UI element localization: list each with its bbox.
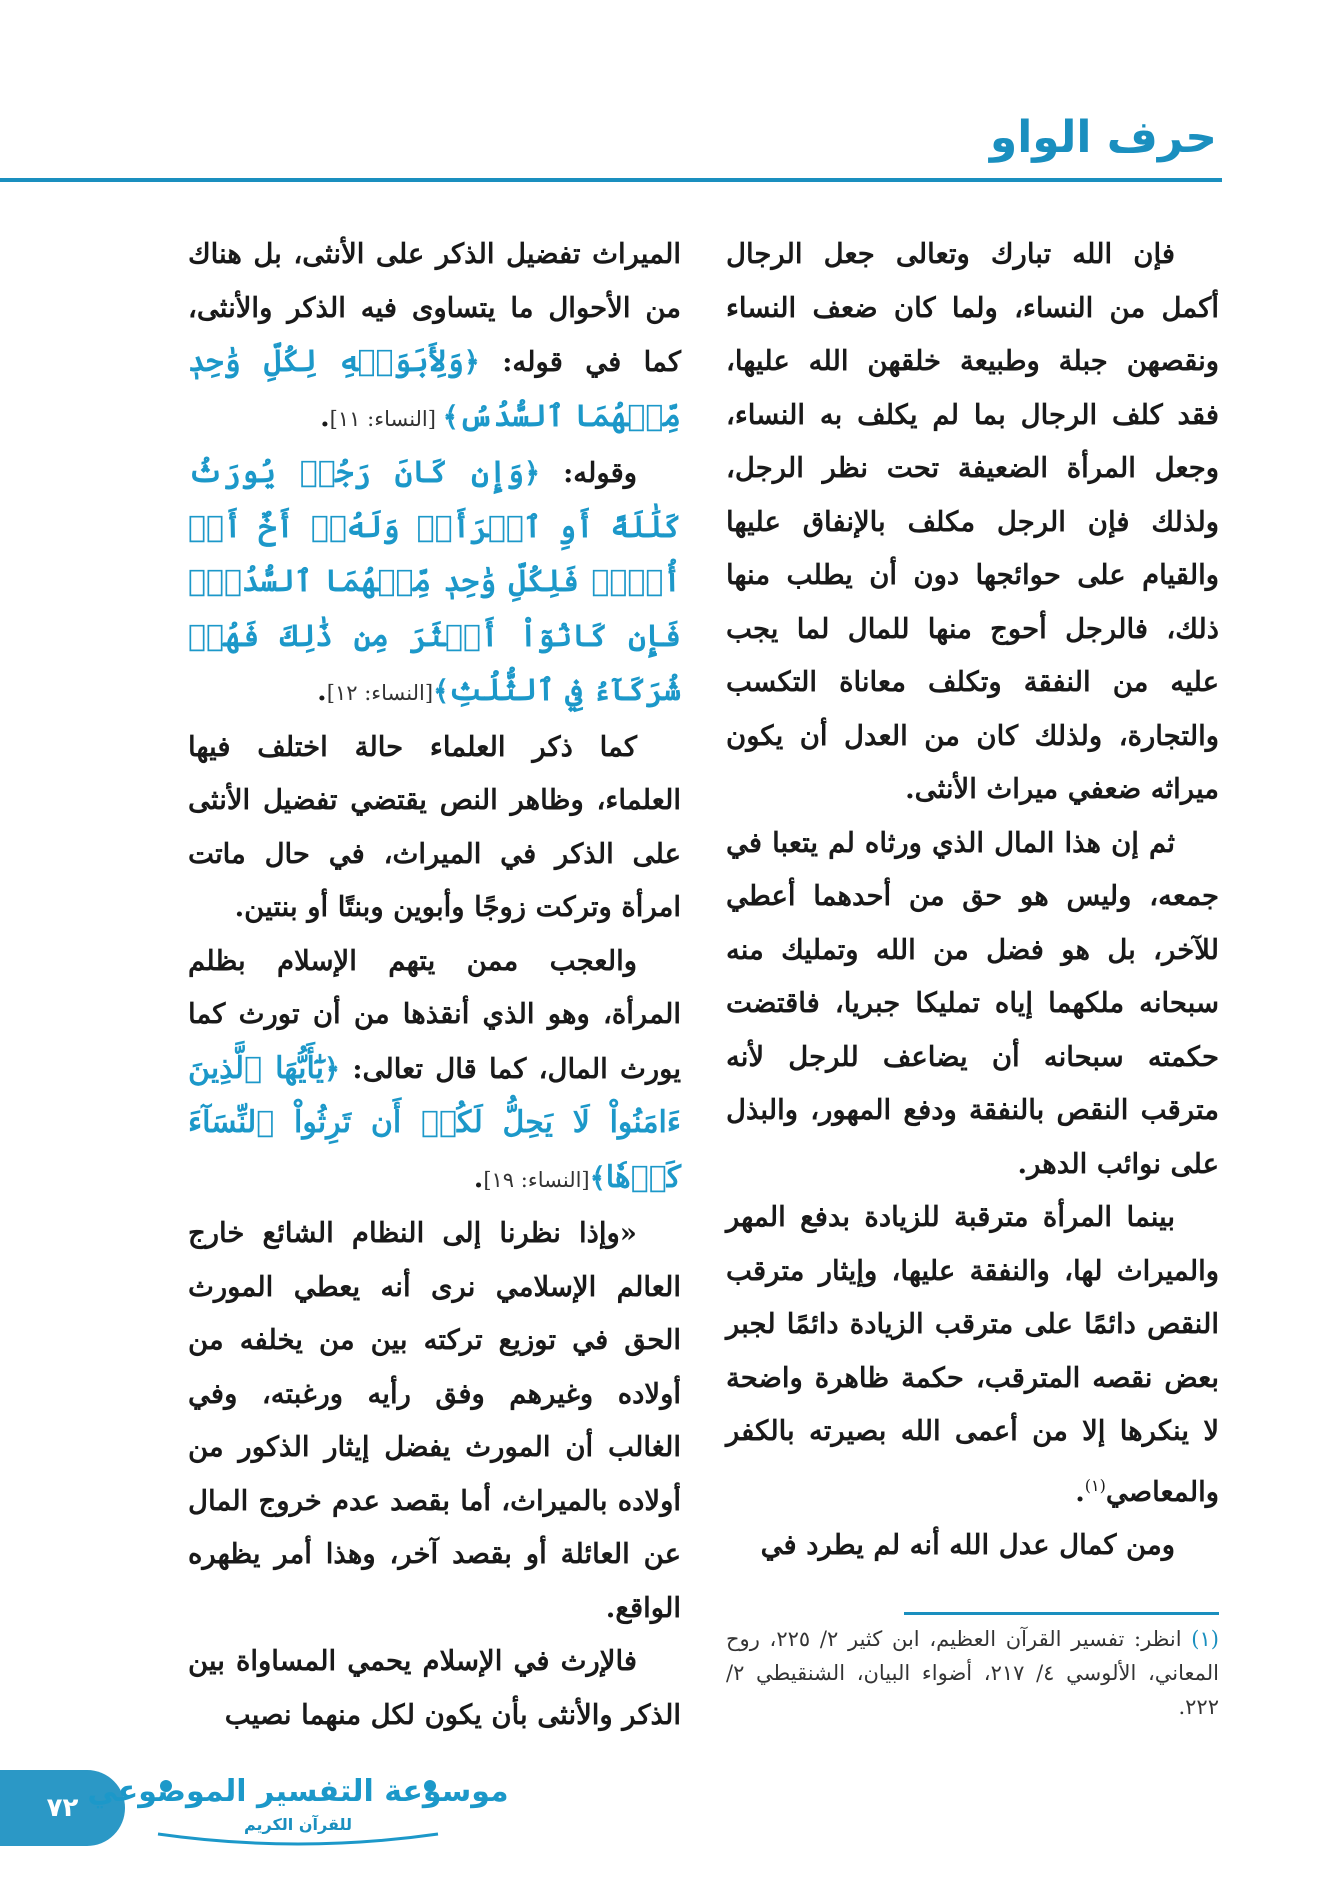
- paragraph: [188, 228, 681, 446]
- footnote-marker: (١): [1084, 1475, 1106, 1495]
- logo-swash: [158, 1834, 438, 1844]
- footnote-text: انظر: تفسير القرآن العظيم، ابن كثير ٢/ ٢٢٥، روح المعاني، الألوسي ٤/ ٢١٧، أضواء البيان، الشنقيطي ٢/ ٢٢٢.: [726, 1627, 1219, 1719]
- text-run: .: [473, 1161, 484, 1194]
- header-divider: [0, 178, 1222, 182]
- text-run: ومن كمال عدل الله أنه لم يطرد في: [760, 1529, 1175, 1562]
- text-run: بينما المرأة مترقبة للزيادة بدفع المهر والميراث لها، والنفقة عليها، وإيثار مترقب النقص دائمًا على مترقب الزيادة دائمًا لجبر بعض نقصه المترقب، حكمة ظاهرة واضحة لا ينكرها إلا من أعمى الله بصيرته بالكفر والمعاصي: [726, 1201, 1219, 1508]
- ornate-bracket: ﴾: [589, 1161, 606, 1194]
- ornate-bracket: ﴿: [524, 457, 541, 489]
- chapter-title: حرف الواو: [989, 112, 1217, 163]
- paragraph: [188, 721, 681, 935]
- footnote-divider: [904, 1612, 1219, 1615]
- text-run: فالإرث في الإسلام يحمي المساواة بين الذكر والأنثى بأن يكون لكل منهما نصيب: [188, 1645, 681, 1731]
- encyclopedia-logo: [87, 1756, 509, 1856]
- footnote-item: [726, 1622, 1219, 1724]
- text-column-right: [726, 228, 1219, 1573]
- ornate-bracket: ﴾: [442, 400, 459, 433]
- text-run: فإن الله تبارك وتعالى جعل الرجال أكمل من النساء، ولما كان ضعف النساء ونقصهن جبلة وطبيعة خلقهن الله عليها، فقد كلف الرجال بما لم يكلف به النساء، وجعل المرأة الضعيفة تحت نظر الرجل، ولذلك فإن الرجل مكلف بالإنفاق عليها والقيام على حوائجها دون أن يطلب منها ذلك، فالرجل أحوج منها للمال لما يجب عليه من النفقة وتكلف معاناة التكسب والتجارة، ولذلك كان من العدل أن يكون ميراثه ضعفي ميراث الأنثى.: [726, 238, 1219, 805]
- footnotes: [726, 1622, 1219, 1724]
- footnote-number: (١): [1191, 1627, 1219, 1651]
- text-run: كما ذكر العلماء حالة اختلف فيها العلماء، وظاهر النص يقتضي تفضيل الأنثى على الذكر في الميراث، في حال ماتت امرأة وتركت زوجًا وأبوين وبنتًا أو بنتين.: [188, 730, 681, 923]
- verse-reference: [النساء: ١٩]: [483, 1167, 590, 1192]
- paragraph: [188, 1635, 681, 1742]
- paragraph: [726, 1519, 1219, 1573]
- page-number: ٧٢: [46, 1793, 79, 1823]
- text-column-left: [188, 228, 681, 1742]
- verse-reference: [النساء: ١١]: [329, 406, 443, 431]
- text-run: «وإذا نظرنا إلى النظام الشائع خارج العالم الإسلامي نرى أنه يعطي المورث الحق في توزيع تركته بين من يخلفه من أولاده وغيرهم وفق رأيه ورغبته، وفي الغالب أن المورث يفضل إيثار الذكور من أولاده بالميراث، أما بقصد عدم خروج المال عن العائلة أو بقصد آخر، وهذا أمر يظهره الواقع.: [188, 1217, 681, 1624]
- paragraph: [188, 446, 681, 721]
- paragraph: [188, 935, 681, 1208]
- text-run: .: [317, 675, 327, 707]
- verse-reference: [النساء: ١٢]: [326, 681, 434, 705]
- quran-verse: وَإِن كَانَ رَجُلٞ يُورَثُ كَلَٰلَةً أَوِ ٱمۡرَأَةٞ وَلَهُۥٓ أَخٌ أَوۡ أُخۡتٞ فَلِكُلِّ وَٰحِدٖ مِّنۡهُمَا ٱلسُّدُسُۚ فَإِن كَانُوٓاْ أَكۡثَرَ مِن ذَٰلِكَ فَهُمۡ شُرَكَآءُ فِي ٱلثُّلُثِ: [188, 455, 681, 708]
- text-run: .: [320, 400, 330, 433]
- ornate-bracket: ﴿: [323, 1052, 341, 1085]
- text-run: وقوله:: [540, 457, 638, 489]
- text-run: والعجب ممن يتهم الإسلام بظلم المرأة، وهو الذي أنقذها من أن تورث كما يورث المال، كما قال تعالى:: [188, 944, 681, 1085]
- text-run: .: [1075, 1475, 1085, 1508]
- paragraph: [188, 1207, 681, 1635]
- paragraph: [726, 817, 1219, 1192]
- logo-title: موسوعة التفسير الموضوعي: [87, 1774, 509, 1809]
- paragraph: [726, 228, 1219, 817]
- paragraph: [726, 1191, 1219, 1519]
- quran-verse: يَٰٓأَيُّهَا ٱلَّذِينَ ءَامَنُواْ لَا يَحِلُّ لَكُمۡ أَن تَرِثُواْ ٱلنِّسَآءَ كَرۡهٗا: [188, 1050, 681, 1195]
- text-run: ثم إن هذا المال الذي ورثاه لم يتعبا في جمعه، وليس هو حق من أحدهما أعطي للآخر، بل هو فضل من الله وتمليك منه سبحانه ملكهما إياه تمليكا جبريا، فاقتضت حكمته سبحانه أن يضاعف للرجل لأنه مترقب النقص بالنفقة ودفع المهور، والبذل على نوائب الدهر.: [726, 826, 1219, 1180]
- ornate-bracket: ﴿: [463, 346, 480, 378]
- logo-subtitle: للقرآن الكريم: [243, 1815, 353, 1834]
- text-run: الميراث تفضيل الذكر على الأنثى، بل هناك من الأحوال ما يتساوى فيه الذكر والأنثى، كما في قوله:: [188, 238, 681, 378]
- quran-verse: وَلِأَبَوَيۡهِ لِكُلِّ وَٰحِدٖ مِّنۡهُمَا ٱلسُّدُسُ: [188, 344, 681, 434]
- ornate-bracket: ﴾: [433, 675, 450, 707]
